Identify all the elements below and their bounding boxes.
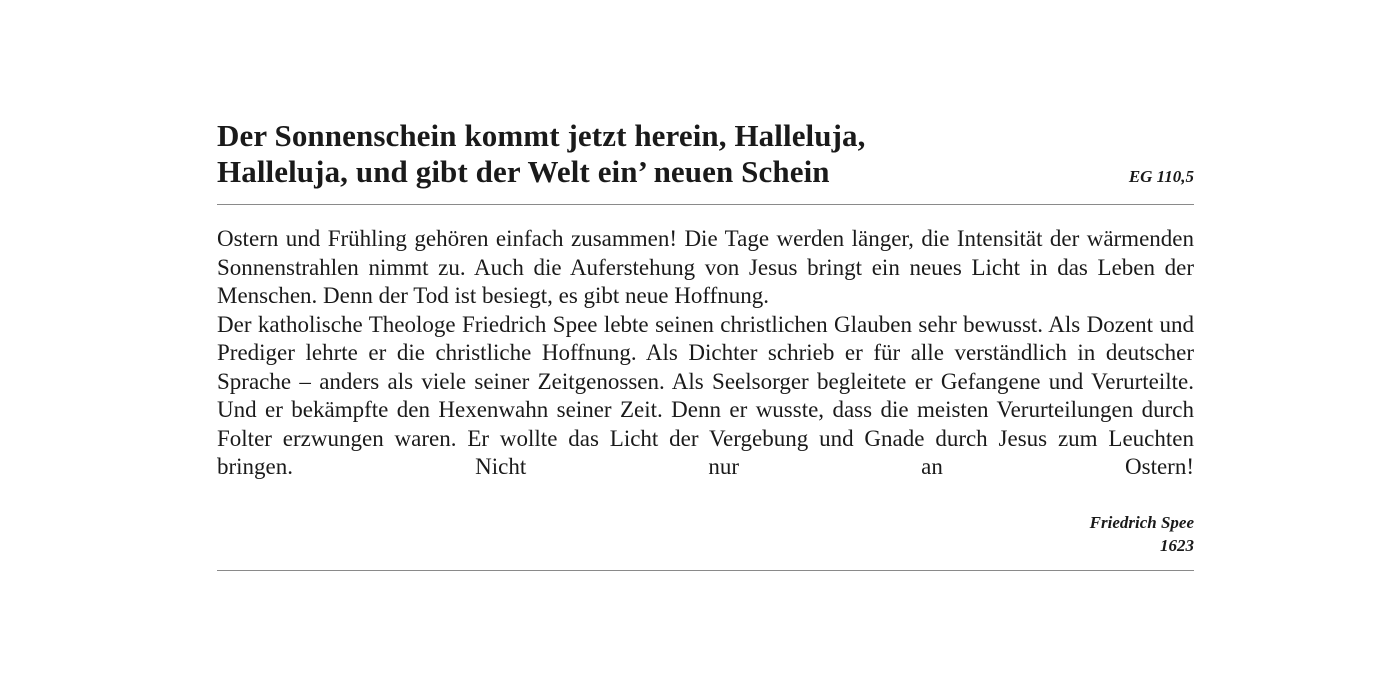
hymn-reference: EG 110,5 [1128, 167, 1194, 186]
paragraph-friedrich-spee: Der katholische Theologe Friedrich Spee lebte seinen christlichen Glauben sehr bewusst. Als Dozent und Prediger lehrte er die christliche Hoffnung. Als Dichter schrieb er für alle verständlich in deutscher Sprache – anders als viele seiner Zeitgenossen. Als Seelsorger begleitete er Gefangene und Verurteilte. Und er bekämpfte den Hexenwahn seiner Zeit. Denn er wusste, dass die meisten Verurteilungen durch Folter erzwungen waren. Er wollte das Licht der Vergebung und Gnade durch Jesus zum Leuchten bringen. Nicht nur an Ostern! [217, 311, 1194, 479]
author-year: 1623 [1160, 535, 1194, 555]
devotional-sheet [217, 118, 1194, 571]
hymn-quote-header [217, 118, 1194, 205]
author-name: Friedrich Spee [1089, 512, 1194, 532]
devotional-text [217, 225, 1194, 482]
author-signature [217, 511, 1194, 571]
paragraph-easter-spring: Ostern und Frühling gehören einfach zusammen! Die Tage werden länger, die Intensität der wärmenden Sonnenstrahlen nimmt zu. Auch die Auferstehung von Jesus bringt ein neues Licht in das Leben der Menschen. Denn der Tod ist besiegt, es gibt neue Hoffnung. [217, 226, 1194, 308]
hymn-quote-line-2: Halleluja, und gibt der Welt ein’ neuen Schein [217, 154, 830, 189]
hymn-quote-line-1: Der Sonnenschein kommt jetzt herein, Halleluja, [217, 118, 866, 153]
